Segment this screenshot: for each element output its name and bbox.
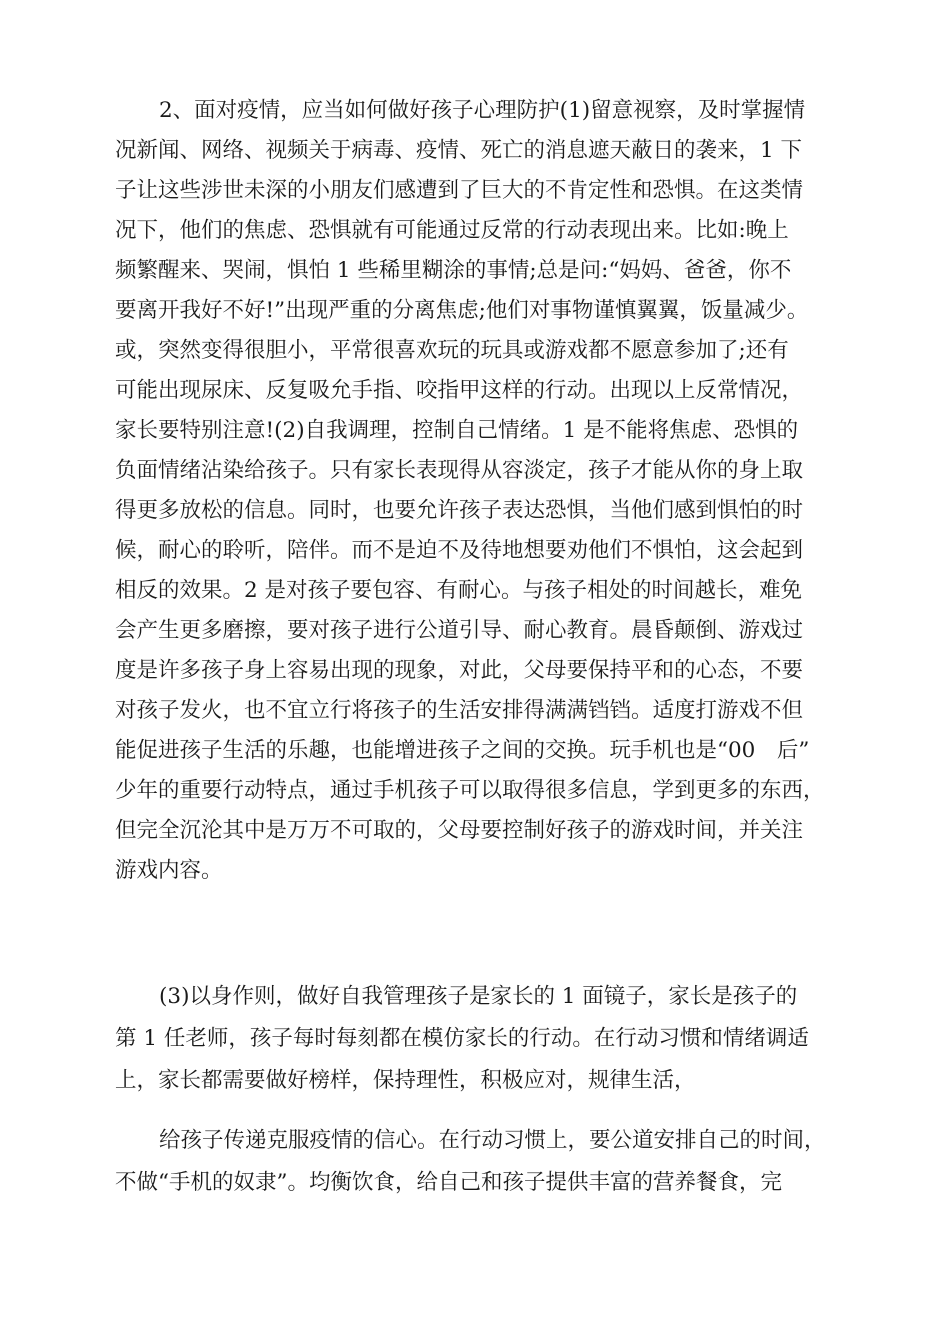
text-line: 不做“手机的奴隶”。均衡饮食，给自己和孩子提供丰富的营养餐食，完 xyxy=(115,1170,782,1195)
text-line: 子让这些涉世未深的小朋友们感遭到了巨大的不肯定性和恐惧。在这类情 xyxy=(115,178,804,203)
text-line: 能促进孩子生活的乐趣，也能增进孩子之间的交换。玩手机也是“00 后” xyxy=(115,738,810,763)
text-line: 对孩子发火，也不宜立行将孩子的生活安排得满满铛铛。适度打游戏不但 xyxy=(115,698,804,723)
text-line: 家长要特别注意!(2)自我调理，控制自己情绪。1 是不能将焦虑、恐惧的 xyxy=(115,418,799,443)
text-line: 得更多放松的信息。同时，也要允许孩子表达恐惧，当他们感到惧怕的时 xyxy=(115,498,804,523)
text-line: 2、面对疫情，应当如何做好孩子心理防护(1)留意视察，及时掌握情 xyxy=(159,98,806,123)
text-line: (3)以身作则，做好自我管理孩子是家长的 1 面镜子，家长是孩子的 xyxy=(159,984,798,1009)
text-line: 或，突然变得很胆小，平常很喜欢玩的玩具或游戏都不愿意参加了;还有 xyxy=(115,338,789,363)
text-line: 候，耐心的聆听，陪伴。而不是迫不及待地想要劝他们不惧怕，这会起到 xyxy=(115,538,804,563)
text-line: 要离开我好不好!”出现严重的分离焦虑;他们对事物谨慎翼翼，饭量减少。 xyxy=(115,298,809,323)
text-line: 相反的效果。2 是对孩子要包容、有耐心。与孩子相处的时间越长，难免 xyxy=(115,578,803,603)
text-line: 频繁醒来、哭闹，惧怕 1 些稀里糊涂的事情;总是问:“妈妈、爸爸，你不 xyxy=(115,258,792,283)
text-line: 但完全沉沦其中是万万不可取的，父母要控制好孩子的游戏时间，并关注 xyxy=(115,818,804,843)
text-line: 少年的重要行动特点，通过手机孩子可以取得很多信息，学到更多的东西， xyxy=(115,778,825,803)
text-line: 给孩子传递克服疫情的信心。在行动习惯上，要公道安排自己的时间， xyxy=(159,1128,826,1153)
text-line: 游戏内容。 xyxy=(115,858,223,883)
text-line: 负面情绪沾染给孩子。只有家长表现得从容淡定，孩子才能从你的身上取 xyxy=(115,458,804,483)
text-line: 会产生更多磨擦，要对孩子进行公道引导、耐心教育。晨昏颠倒、游戏过 xyxy=(115,618,804,643)
text-line: 况下，他们的焦虑、恐惧就有可能通过反常的行动表现出来。比如:晚上 xyxy=(115,218,789,243)
text-line: 度是许多孩子身上容易出现的现象，对此，父母要保持平和的心态，不要 xyxy=(115,658,804,683)
text-line: 上，家长都需要做好榜样，保持理性，积极应对，规律生活， xyxy=(115,1068,696,1093)
text-line: 可能出现尿床、反复吸允手指、咬指甲这样的行动。出现以上反常情况， xyxy=(115,378,804,403)
text-line: 况新闻、网络、视频关于病毒、疫情、死亡的消息遮天蔽日的袭来，1 下 xyxy=(115,138,803,163)
text-line: 第 1 任老师，孩子每时每刻都在模仿家长的行动。在行动习惯和情绪调适 xyxy=(115,1026,809,1051)
